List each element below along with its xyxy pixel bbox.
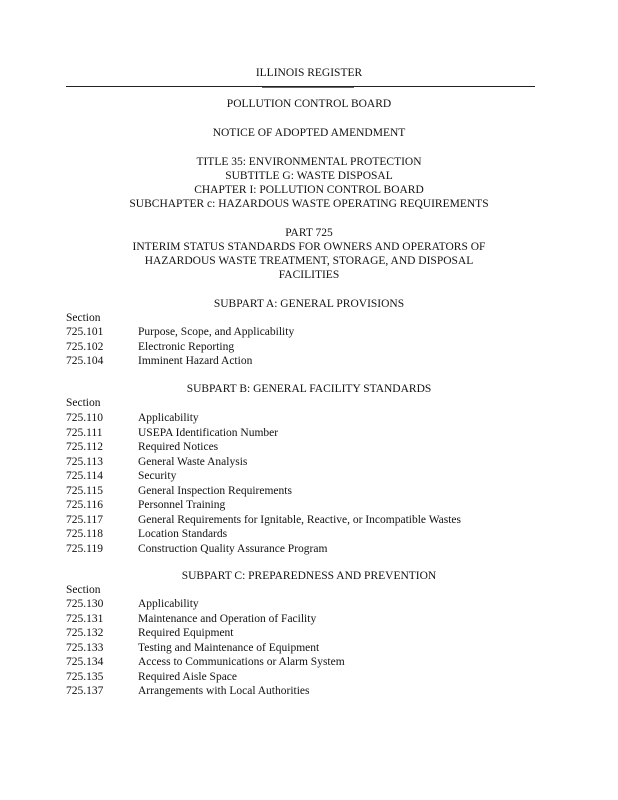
table-row bbox=[66, 597, 345, 612]
subtitle-line: SUBTITLE G: WASTE DISPOSAL bbox=[225, 170, 393, 182]
section-number: 725.115 bbox=[66, 484, 103, 497]
board-name: POLLUTION CONTROL BOARD bbox=[226, 98, 392, 110]
section-title: Required Aisle Space bbox=[138, 670, 238, 683]
table-row bbox=[66, 455, 461, 470]
section-number: 725.101 bbox=[66, 326, 104, 338]
section-number: 725.116 bbox=[66, 499, 103, 511]
part-title-line-1: INTERIM STATUS STANDARDS FOR OWNERS AND OPERATORS OF bbox=[132, 241, 486, 253]
table-row bbox=[66, 670, 345, 685]
section-number: 725.117 bbox=[66, 513, 103, 526]
section-title: Arrangements with Local Authorities bbox=[138, 685, 310, 697]
section-number: 725.114 bbox=[66, 470, 103, 482]
section-title: Location Standards bbox=[138, 528, 228, 540]
section-title: Imminent Hazard Action bbox=[138, 355, 253, 367]
register-header: ILLINOIS REGISTER bbox=[255, 67, 363, 79]
table-row bbox=[66, 527, 461, 542]
subpart-c-section-list bbox=[66, 597, 345, 699]
subpart-c-section-label: Section bbox=[66, 584, 101, 596]
table-row bbox=[66, 340, 294, 355]
section-title: Access to Communications or Alarm System bbox=[138, 656, 345, 668]
section-title: Required Equipment bbox=[138, 627, 234, 639]
subpart-a-section-label: Section bbox=[66, 312, 101, 324]
table-row bbox=[66, 498, 461, 513]
table-row bbox=[66, 542, 461, 557]
section-title: Applicability bbox=[138, 412, 199, 424]
table-row bbox=[66, 641, 345, 656]
table-row bbox=[66, 484, 461, 499]
table-row bbox=[66, 513, 461, 528]
table-row bbox=[66, 411, 461, 426]
part-number: PART 725 bbox=[285, 227, 333, 239]
subpart-a-section-list bbox=[66, 325, 294, 369]
subpart-c-heading: SUBPART C: PREPAREDNESS AND PREVENTION bbox=[181, 570, 437, 582]
section-number: 725.119 bbox=[66, 542, 103, 555]
table-row bbox=[66, 325, 294, 340]
section-number: 725.131 bbox=[66, 612, 104, 625]
section-number: 725.111 bbox=[66, 426, 103, 439]
table-row bbox=[66, 626, 345, 641]
table-row bbox=[66, 684, 345, 699]
section-number: 725.137 bbox=[66, 685, 104, 697]
section-title: Testing and Maintenance of Equipment bbox=[138, 641, 320, 654]
header-sub-rule bbox=[262, 87, 354, 88]
section-title: Maintenance and Operation of Facility bbox=[138, 612, 317, 625]
section-title: General Requirements for Ignitable, Reactive, or Incompatible Wastes bbox=[138, 513, 461, 526]
section-title: Purpose, Scope, and Applicability bbox=[138, 326, 295, 338]
section-number: 725.104 bbox=[66, 355, 104, 367]
section-title: Electronic Reporting bbox=[138, 340, 235, 353]
section-title: Security bbox=[138, 470, 177, 482]
section-number: 725.135 bbox=[66, 670, 104, 683]
table-row bbox=[66, 354, 294, 369]
section-number: 725.110 bbox=[66, 412, 103, 424]
section-title: General Inspection Requirements bbox=[138, 484, 292, 497]
section-title: Required Notices bbox=[138, 441, 219, 453]
subpart-b-section-list bbox=[66, 411, 461, 556]
table-row bbox=[66, 440, 461, 455]
section-number: 725.130 bbox=[66, 598, 104, 610]
section-number: 725.112 bbox=[66, 441, 103, 453]
subpart-a-heading: SUBPART A: GENERAL PROVISIONS bbox=[213, 298, 405, 310]
section-title: General Waste Analysis bbox=[138, 455, 248, 468]
part-title-line-2: HAZARDOUS WASTE TREATMENT, STORAGE, AND DISPOSAL bbox=[144, 255, 474, 267]
section-title: USEPA Identification Number bbox=[138, 426, 279, 439]
subchapter-line: SUBCHAPTER c: HAZARDOUS WASTE OPERATING REQUIREMENTS bbox=[129, 198, 489, 210]
section-number: 725.133 bbox=[66, 641, 104, 654]
section-number: 725.118 bbox=[66, 528, 103, 540]
notice-title: NOTICE OF ADOPTED AMENDMENT bbox=[212, 127, 406, 139]
section-number: 725.132 bbox=[66, 627, 104, 639]
subpart-b-section-label: Section bbox=[66, 397, 101, 409]
chapter-line: CHAPTER I: POLLUTION CONTROL BOARD bbox=[194, 184, 424, 196]
section-number: 725.134 bbox=[66, 656, 104, 668]
section-title: Applicability bbox=[138, 598, 199, 610]
table-row bbox=[66, 612, 345, 627]
table-row bbox=[66, 426, 461, 441]
part-title-line-3: FACILITIES bbox=[278, 269, 340, 281]
section-number: 725.113 bbox=[66, 455, 103, 468]
section-title: Construction Quality Assurance Program bbox=[138, 542, 328, 555]
table-row bbox=[66, 469, 461, 484]
subpart-b-heading: SUBPART B: GENERAL FACILITY STANDARDS bbox=[186, 383, 432, 395]
section-number: 725.102 bbox=[66, 340, 104, 353]
table-row bbox=[66, 655, 345, 670]
title-line: TITLE 35: ENVIRONMENTAL PROTECTION bbox=[196, 156, 422, 168]
section-title: Personnel Training bbox=[138, 499, 226, 511]
